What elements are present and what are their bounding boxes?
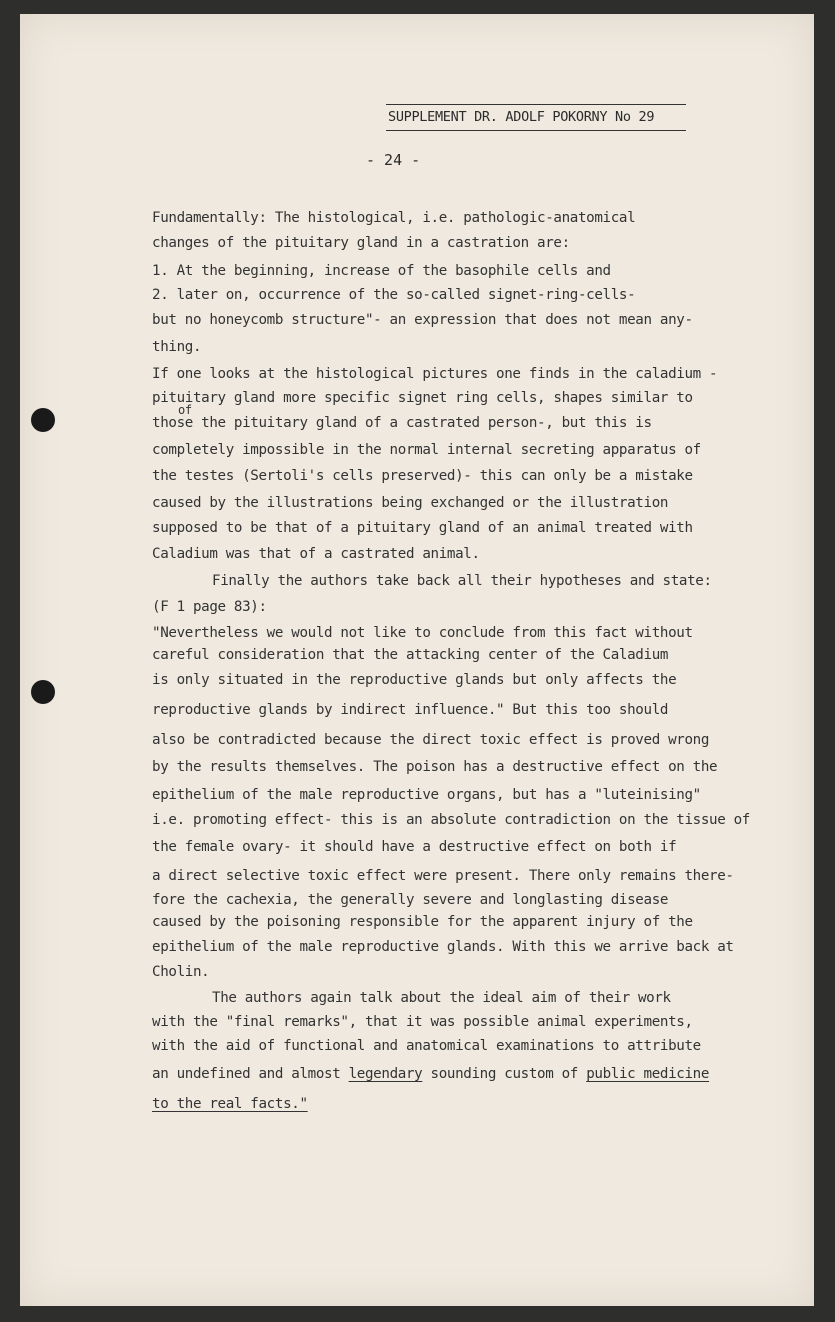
text-line: also be contradicted because the direct toxic effect is proved wrong <box>152 732 710 748</box>
punch-hole <box>31 680 55 704</box>
text-line: fore the cachexia, the generally severe and longlasting disease <box>152 892 669 908</box>
text-line: those the pituitary gland of a castrated person-, but this is <box>152 415 652 431</box>
text-line: i.e. promoting effect- this is an absolute contradiction on the tissue of <box>152 812 750 828</box>
punch-hole <box>31 408 55 432</box>
text-line: the female ovary- it should have a destructive effect on both if <box>152 839 677 855</box>
text-line: epithelium of the male reproductive glands. With this we arrive back at <box>152 939 734 955</box>
text-line: The authors again talk about the ideal aim of their work <box>212 990 671 1006</box>
text-segment: sounding custom of <box>422 1066 587 1082</box>
text-line: caused by the poisoning responsible for the apparent injury of the <box>152 914 693 930</box>
text-line <box>152 1067 709 1081</box>
interlinear-insertion: of <box>178 403 192 417</box>
text-line: If one looks at the histological pictures one finds in the caladium - <box>152 366 718 382</box>
document-header <box>388 109 654 125</box>
text-line: by the results themselves. The poison has a destructive effect on the <box>152 759 718 775</box>
underlined-word: legendary <box>348 1066 423 1082</box>
text-line: is only situated in the reproductive glands but only affects the <box>152 672 677 688</box>
underlined-phrase: public medicine <box>586 1066 710 1082</box>
text-line: 1. At the beginning, increase of the basophile cells and <box>152 263 611 279</box>
text-line: completely impossible in the normal internal secreting apparatus of <box>152 442 701 458</box>
text-line: with the "final remarks", that it was possible animal experiments, <box>152 1014 693 1030</box>
text-line: supposed to be that of a pituitary gland of an animal treated with <box>152 520 693 536</box>
text-line: but no honeycomb structure"- an expression that does not mean any- <box>152 312 693 328</box>
text-line: a direct selective toxic effect were present. There only remains there- <box>152 868 734 884</box>
text-line: Fundamentally: The histological, i.e. pathologic-anatomical <box>152 210 636 226</box>
text-line: (F 1 page 83): <box>152 599 267 615</box>
header-text: SUPPLEMENT DR. ADOLF POKORNY No 29 <box>388 109 655 125</box>
text-line: thing. <box>152 339 202 355</box>
text-line: with the aid of functional and anatomical examinations to attribute <box>152 1038 701 1054</box>
text-line: 2. later on, occurrence of the so-called signet-ring-cells- <box>152 287 636 303</box>
header-rule-bottom <box>386 130 686 131</box>
header-rule-top <box>386 104 686 105</box>
text-line: Caladium was that of a castrated animal. <box>152 546 480 562</box>
text-line: Cholin. <box>152 964 210 980</box>
text-line: the testes (Sertoli's cells preserved)- this can only be a mistake <box>152 468 693 484</box>
text-line: changes of the pituitary gland in a castration are: <box>152 235 570 251</box>
text-segment: an undefined and almost <box>152 1066 349 1082</box>
text-line: reproductive glands by indirect influence." But this too should <box>152 702 669 718</box>
text-line: pituitary gland more specific signet ring cells, shapes similar to <box>152 390 693 406</box>
text-line: careful consideration that the attacking center of the Caladium <box>152 647 669 663</box>
text-line: Finally the authors take back all their hypotheses and state: <box>212 573 712 589</box>
page-number: - 24 - <box>366 151 421 169</box>
text-line: "Nevertheless we would not like to conclude from this fact without <box>152 625 693 641</box>
text-line: epithelium of the male reproductive organs, but has a "luteinising" <box>152 787 701 803</box>
text-line-underlined: to the real facts." <box>152 1096 308 1112</box>
text-line: caused by the illustrations being exchanged or the illustration <box>152 495 669 511</box>
